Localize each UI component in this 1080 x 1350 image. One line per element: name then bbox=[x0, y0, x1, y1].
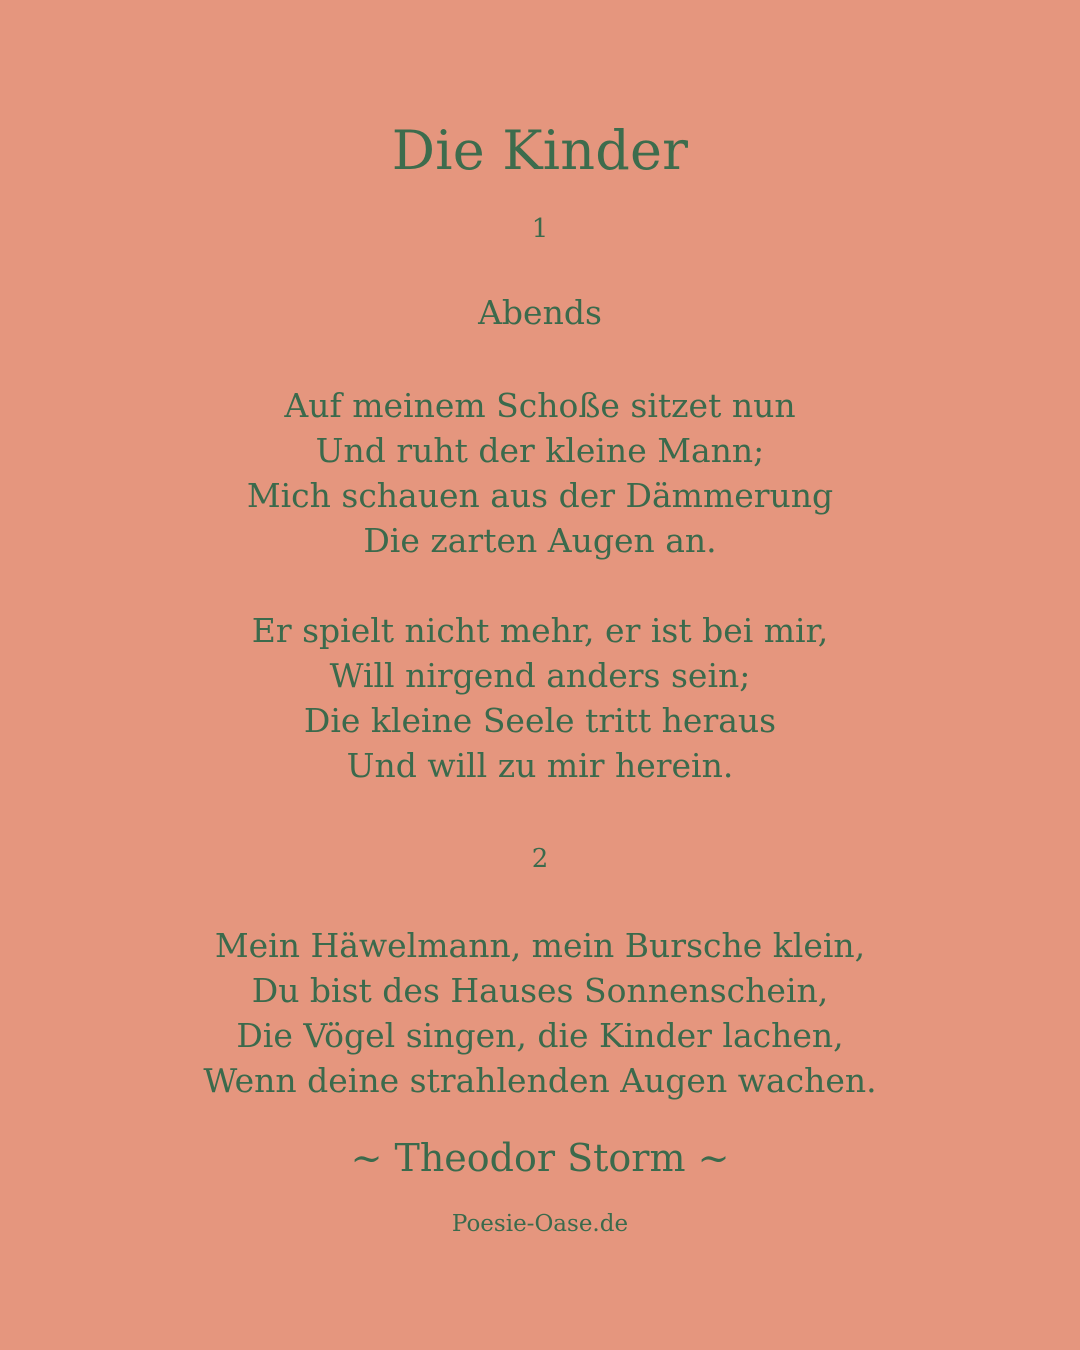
stanza-1 bbox=[0, 383, 1080, 563]
poem-line: Und ruht der kleine Mann; bbox=[315, 431, 765, 470]
poem-line: Du bist des Hauses Sonnenschein, bbox=[251, 971, 829, 1010]
poem-line: Die Vögel singen, die Kinder lachen, bbox=[236, 1016, 844, 1055]
section-subtitle: Abends bbox=[478, 293, 602, 332]
section-number-1: 1 bbox=[531, 214, 549, 244]
poem-line: Die zarten Augen an. bbox=[363, 521, 717, 560]
poem-line: Er spielt nicht mehr, er ist bei mir, bbox=[251, 611, 829, 650]
poem-line: Mich schauen aus der Dämmerung bbox=[246, 476, 834, 515]
section-number-2: 2 bbox=[531, 844, 549, 874]
stanza-2 bbox=[0, 608, 1080, 788]
stanza-3 bbox=[0, 923, 1080, 1103]
poem-line: Auf meinem Schoße sitzet nun bbox=[284, 386, 796, 425]
poem-line: Mein Häwelmann, mein Bursche klein, bbox=[214, 926, 866, 965]
poem-line: Und will zu mir herein. bbox=[346, 746, 734, 785]
poem-author: ~ Theodor Storm ~ bbox=[350, 1136, 730, 1180]
poem-line: Wenn deine strahlenden Augen wachen. bbox=[203, 1061, 877, 1100]
website-credit: Poesie-Oase.de bbox=[451, 1211, 629, 1237]
poem-line: Die kleine Seele tritt heraus bbox=[303, 701, 777, 740]
poem-title: Die Kinder bbox=[391, 119, 689, 182]
poem-line: Will nirgend anders sein; bbox=[329, 656, 751, 695]
